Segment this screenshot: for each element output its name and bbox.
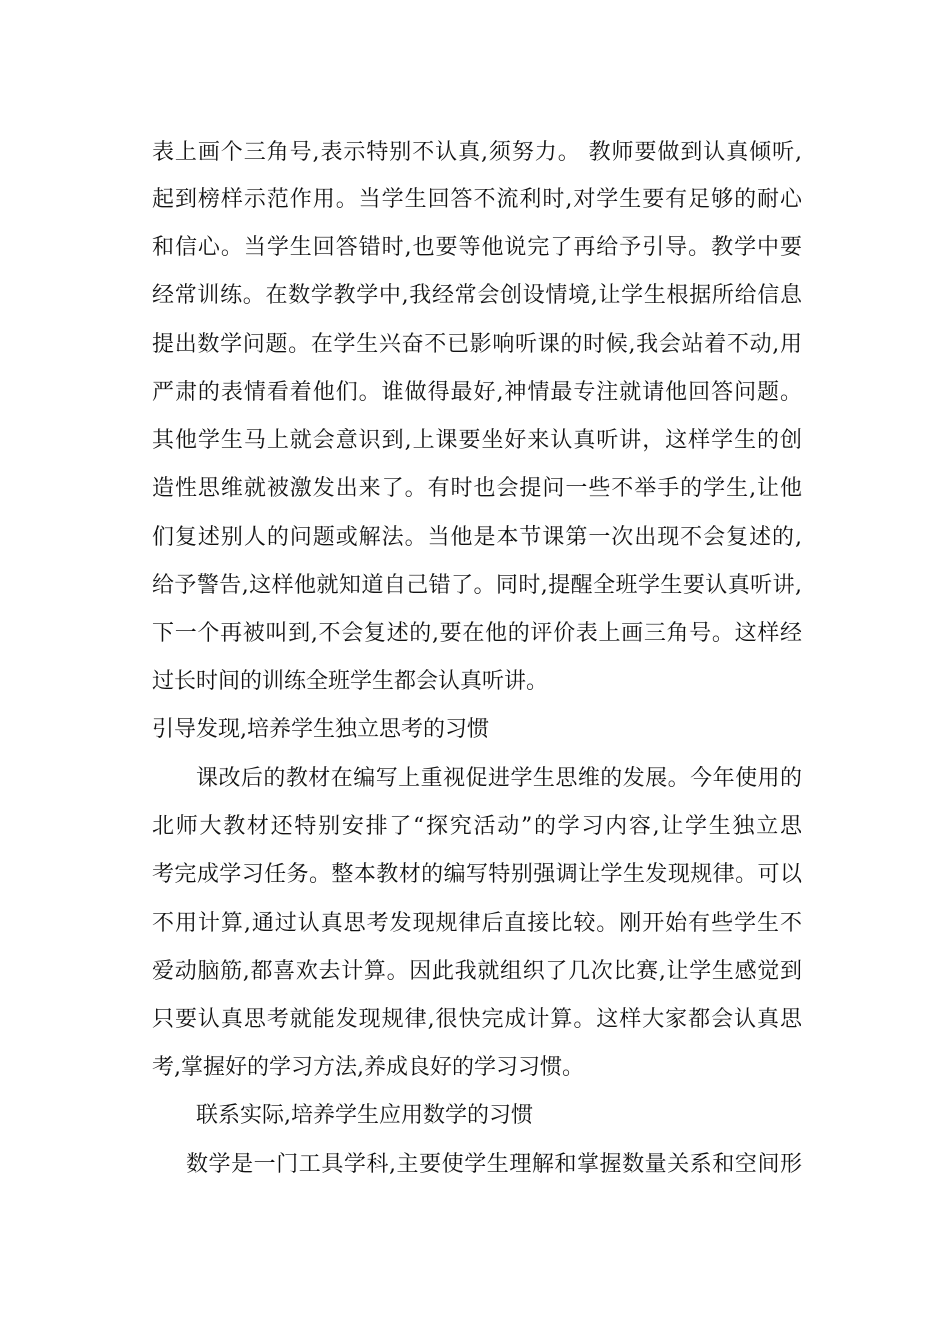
text-line xyxy=(0,1003,950,1037)
text-line-content: 课改后的教材在编写上重视促进学生思维的发展。今年使用的 xyxy=(196,766,802,791)
text-line xyxy=(0,521,950,555)
text-line-content: 不用计算,通过认真思考发现规律后直接比较。刚开始有些学生不 xyxy=(152,911,802,936)
text-line-content: 表上画个三角号,表示特别不认真,须努力。 教师要做到认真倾听, xyxy=(152,140,802,165)
text-line xyxy=(0,376,950,410)
text-line-content: 只要认真思考就能发现规律,很快完成计算。这样大家都会认真思 xyxy=(152,1007,802,1032)
section-heading-text: 联系实际,培养学生应用数学的习惯 xyxy=(196,1103,533,1128)
text-line-content: 经常训练。在数学教学中,我经常会创设情境,让学生根据所给信息 xyxy=(152,283,802,308)
text-line xyxy=(0,1148,950,1182)
text-line xyxy=(0,279,950,313)
text-line xyxy=(0,424,950,458)
text-line xyxy=(0,328,950,362)
text-line xyxy=(0,183,950,217)
text-line-content: 其他学生马上就会意识到,上课要坐好来认真听讲，这样学生的创 xyxy=(152,428,802,453)
text-line-content: 给予警告,这样他就知道自己错了。同时,提醒全班学生要认真听讲, xyxy=(152,573,802,598)
text-line-content: 考,掌握好的学习方法,养成良好的学习习惯。 xyxy=(152,1055,584,1080)
text-line xyxy=(0,472,950,506)
text-line xyxy=(0,955,950,989)
text-line-content: 下一个再被叫到,不会复述的,要在他的评价表上画三角号。这样经 xyxy=(152,621,802,646)
text-line xyxy=(0,136,950,170)
text-line xyxy=(0,762,950,796)
text-line xyxy=(0,231,950,265)
text-line xyxy=(0,907,950,941)
section-heading xyxy=(0,713,950,747)
text-line-content: 造性思维就被激发出来了。有时也会提问一些不举手的学生,让他 xyxy=(152,476,802,501)
text-line-content: 提出数学问题。在学生兴奋不已影响听课的时候,我会站着不动,用 xyxy=(152,332,802,357)
text-line-content: 数学是一门工具学科,主要使学生理解和掌握数量关系和空间形 xyxy=(186,1152,802,1177)
text-line xyxy=(0,810,950,844)
text-line-content: 爱动脑筋,都喜欢去计算。因此我就组织了几次比赛,让学生感觉到 xyxy=(152,959,802,984)
text-line-content: 和信心。当学生回答错时,也要等他说完了再给予引导。教学中要 xyxy=(152,235,802,260)
text-line xyxy=(0,569,950,603)
text-line-content: 考完成学习任务。整本教材的编写特别强调让学生发现规律。可以 xyxy=(152,862,802,887)
text-line-content: 们复述别人的问题或解法。当他是本节课第一次出现不会复述的, xyxy=(152,525,802,550)
section-heading-text: 引导发现,培养学生独立思考的习惯 xyxy=(152,717,489,742)
text-line-content: 北师大教材还特别安排了“探究活动”的学习内容,让学生独立思 xyxy=(152,814,802,839)
text-line xyxy=(0,1051,950,1085)
text-line xyxy=(0,858,950,892)
section-heading xyxy=(0,1099,950,1133)
text-line xyxy=(0,617,950,651)
text-line-content: 起到榜样示范作用。当学生回答不流利时,对学生要有足够的耐心 xyxy=(152,187,802,212)
text-line-content: 严肃的表情看着他们。谁做得最好,神情最专注就请他回答问题。 xyxy=(152,380,802,405)
text-line-content: 过长时间的训练全班学生都会认真听讲。 xyxy=(152,669,549,694)
text-line xyxy=(0,665,950,699)
